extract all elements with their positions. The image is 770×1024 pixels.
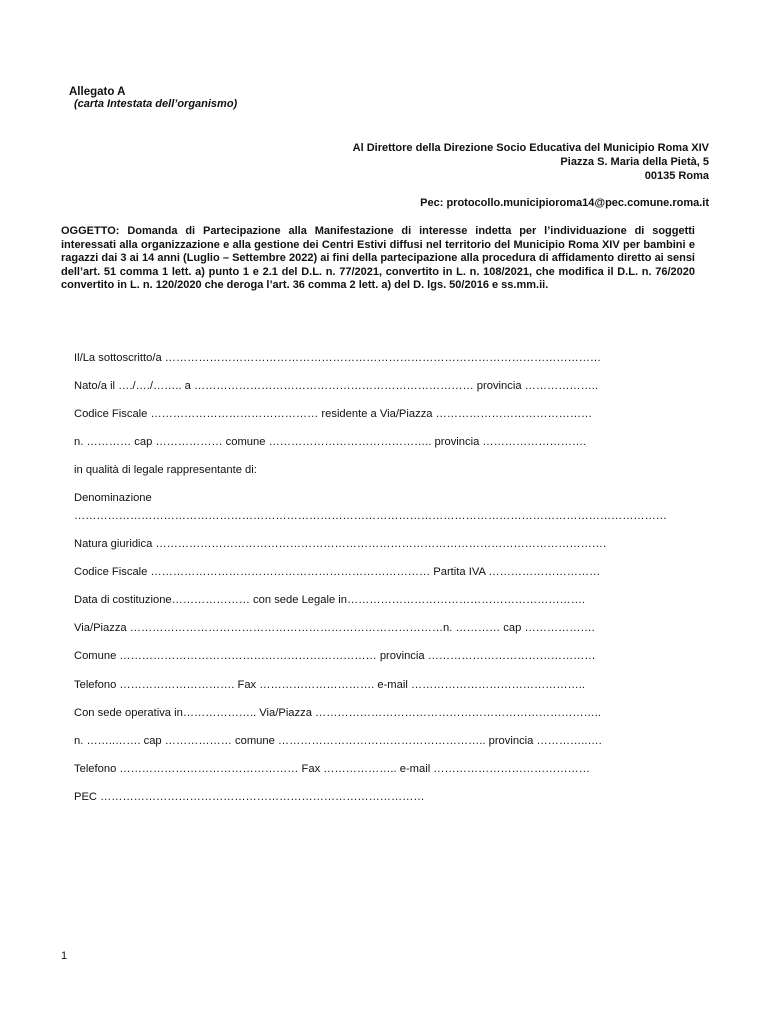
label-legale-rappresentante: in qualità di legale rappresentante di: (74, 464, 257, 476)
field-contatti-sede-operativa[interactable]: Telefono ………………………………………… Fax ……………….. e-mail …………………………………… (74, 763, 590, 775)
subject-paragraph: OGGETTO: Domanda di Partecipazione alla Manifestazione di interesse indetta per l’individuazione di soggetti interessati alla organizzazione e alla gestione dei Centri Estivi diffusi nel territorio del Municipio Roma XIV per bambini e ragazzi dai 3 ai 14 anni (Luglio – Settembre 2022) ai fini della partecipazione alla procedura di affidamento diretto ai sensi dell’art. 51 comma 1 lett. a) punto 1 e 2.1 del D.L. n. 77/2021, convertito in L. n. 108/2021, che modifica il D.L. n. 76/2020 convertito in L. n. 120/2020 che deroga l’art. 36 comma 2 lett. a) del D. lgs. 50/2016 e ss.mm.ii. (61, 225, 695, 291)
field-natura-giuridica[interactable]: Natura giuridica …………………………………………………………………………………………………………. (74, 538, 607, 550)
allegato-label: Allegato A (69, 86, 126, 98)
field-cf-partita-iva[interactable]: Codice Fiscale ………………………………………………………………… Partita IVA ………………………… (74, 566, 601, 578)
field-indirizzo-residenza[interactable]: n. ………… cap ……………… comune …………………………………….. provincia ………………………. (74, 436, 587, 448)
recipient-line-2: Piazza S. Maria della Pietà, 5 (560, 156, 709, 168)
field-pec[interactable]: PEC …………………………………………………………………………… (74, 791, 425, 803)
field-via-sede-legale[interactable]: Via/Piazza …………………………………………………………………………n. ………… cap ………………. (74, 622, 595, 634)
page-number: 1 (61, 950, 68, 962)
recipient-line-3: 00135 Roma (644, 170, 709, 182)
field-sottoscritto[interactable]: Il/La sottoscritto/a ……………………………………………………………………………………………………… (74, 352, 602, 364)
field-codice-fiscale-residenza[interactable]: Codice Fiscale ……………………………………… residente a Via/Piazza …………………………………… (74, 408, 593, 420)
field-indirizzo-sede-operativa[interactable]: n. ……..……. cap ……………… comune ……………………………………………….. provincia …………..…. (74, 735, 602, 747)
field-nascita[interactable]: Nato/a il …./…./…….. a ………………………………………………………………… provincia ……………….. (74, 380, 599, 392)
field-contatti-sede-legale[interactable]: Telefono …………………………. Fax …………………………. e-mail ……………………………………….. (74, 679, 585, 691)
letterhead-note: (carta Intestata dell’organismo) (74, 98, 238, 110)
label-denominazione: Denominazione (74, 492, 152, 504)
recipient-pec: Pec: protocollo.municipioroma14@pec.comune.roma.it (420, 197, 709, 209)
field-comune-sede-legale[interactable]: Comune …………………………………………………………… provincia ……………………………………… (74, 650, 596, 662)
recipient-line-1: Al Direttore della Direzione Socio Educativa del Municipio Roma XIV (352, 142, 709, 154)
field-sede-operativa[interactable]: Con sede operativa in……………….. Via/Piazza ………………………………………………………………….. (74, 707, 601, 719)
field-denominazione[interactable]: …………………………………………………………………………………………………………………………………………… (74, 510, 667, 522)
field-costituzione-sede-legale[interactable]: Data di costituzione………………… con sede Legale in………………………………………………………. (74, 594, 586, 606)
recipient-block (353, 141, 709, 183)
